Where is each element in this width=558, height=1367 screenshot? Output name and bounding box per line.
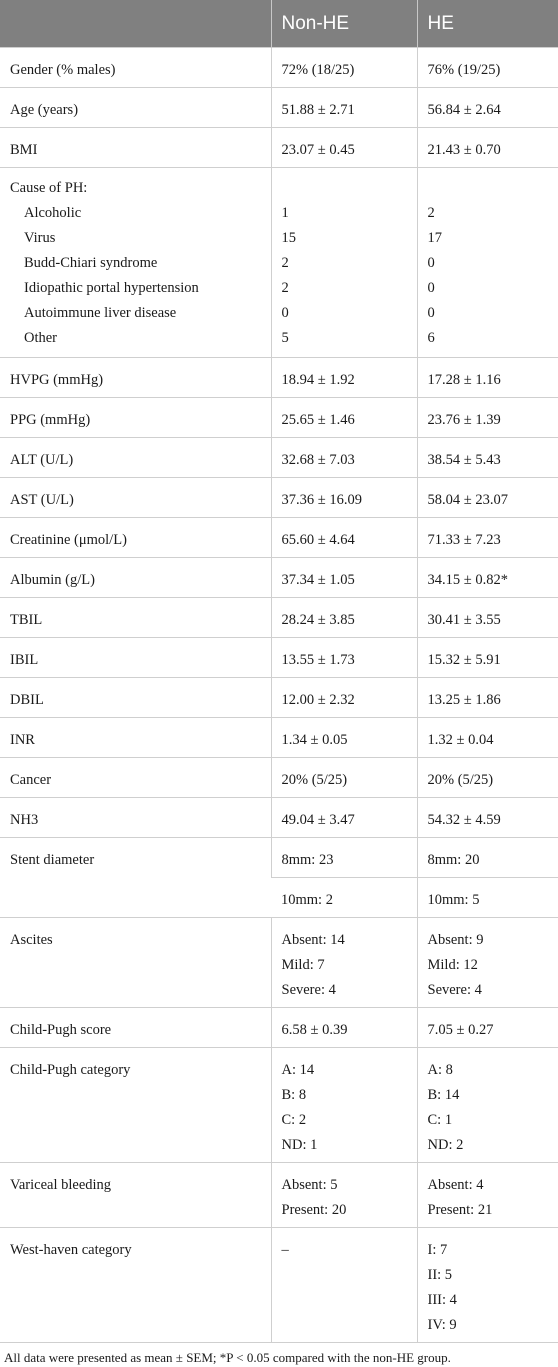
non-he-value: 72% (18/25) xyxy=(271,48,417,88)
cause-item-label: Budd-Chiari syndrome xyxy=(24,255,158,271)
ascites-row xyxy=(0,918,558,1008)
he-value: 8mm: 20 xyxy=(417,838,558,878)
he-value: Absent: 9 xyxy=(427,932,484,948)
non-he-value: Absent: 14 xyxy=(281,932,345,948)
non-he-value: A: 14 xyxy=(281,1062,315,1078)
he-value: 34.15 ± 0.82* xyxy=(417,558,558,598)
he-value: A: 8 xyxy=(427,1062,453,1078)
non-he-value: Present: 20 xyxy=(281,1202,347,1218)
row-label: Cancer xyxy=(0,758,271,798)
he-value: 58.04 ± 23.07 xyxy=(417,478,558,518)
he-value: 6 xyxy=(427,330,435,346)
row-label: Stent diameter xyxy=(0,838,271,918)
non-he-value: C: 2 xyxy=(281,1112,307,1128)
cause-labels xyxy=(0,168,271,358)
he-value: 30.41 ± 3.55 xyxy=(417,598,558,638)
non-he-value: 51.88 ± 2.71 xyxy=(271,88,417,128)
non-he-value: 2 xyxy=(281,280,289,296)
row-label: Creatinine (μmol/L) xyxy=(0,518,271,558)
row-label: Albumin (g/L) xyxy=(0,558,271,598)
he-value: 23.76 ± 1.39 xyxy=(417,398,558,438)
he-value: Absent: 4 xyxy=(427,1177,484,1193)
row-label: Age (years) xyxy=(0,88,271,128)
he-value: III: 4 xyxy=(427,1292,457,1308)
west-haven-row xyxy=(0,1228,558,1343)
he-value: 0 xyxy=(427,305,435,321)
non-he-value: 1.34 ± 0.05 xyxy=(271,718,417,758)
row-label: AST (U/L) xyxy=(0,478,271,518)
non-he-value: 25.65 ± 1.46 xyxy=(271,398,417,438)
non-he-value: 18.94 ± 1.92 xyxy=(271,358,417,398)
he-value: I: 7 xyxy=(427,1242,448,1258)
non-he-value: 10mm: 2 xyxy=(271,878,417,918)
non-he-value: 20% (5/25) xyxy=(271,758,417,798)
non-he-value: – xyxy=(271,1228,417,1343)
he-values xyxy=(417,1163,558,1228)
non-he-value: 12.00 ± 2.32 xyxy=(271,678,417,718)
table-row xyxy=(0,598,558,638)
non-he-value: 1 xyxy=(281,205,289,221)
row-label: Gender (% males) xyxy=(0,48,271,88)
he-value: C: 1 xyxy=(427,1112,453,1128)
non-he-value: 37.34 ± 1.05 xyxy=(271,558,417,598)
he-value: 17 xyxy=(427,230,442,246)
cause-of-ph-row xyxy=(0,168,558,358)
cause-item-label: Other xyxy=(24,330,58,346)
row-label: IBIL xyxy=(0,638,271,678)
he-values xyxy=(417,1048,558,1163)
cause-title: Cause of PH: xyxy=(10,180,88,196)
table-row xyxy=(0,758,558,798)
non-he-value: 15 xyxy=(281,230,296,246)
table-row xyxy=(0,478,558,518)
he-value: 10mm: 5 xyxy=(417,878,558,918)
he-value: ND: 2 xyxy=(427,1137,464,1153)
he-value: 20% (5/25) xyxy=(417,758,558,798)
non-he-value: 65.60 ± 4.64 xyxy=(271,518,417,558)
cause-item-label: Autoimmune liver disease xyxy=(24,305,177,321)
he-value: 21.43 ± 0.70 xyxy=(417,128,558,168)
he-value: Mild: 12 xyxy=(427,957,478,973)
cause-he-values xyxy=(417,168,558,358)
non-he-value: 37.36 ± 16.09 xyxy=(271,478,417,518)
non-he-value: 13.55 ± 1.73 xyxy=(271,638,417,678)
non-he-value: 6.58 ± 0.39 xyxy=(271,1008,417,1048)
row-label: BMI xyxy=(0,128,271,168)
header-row xyxy=(0,0,558,48)
non-he-value: Absent: 5 xyxy=(281,1177,338,1193)
he-value: 0 xyxy=(427,280,435,296)
row-label: HVPG (mmHg) xyxy=(0,358,271,398)
he-value: IV: 9 xyxy=(427,1317,457,1333)
non-he-value: 2 xyxy=(281,255,289,271)
row-label: INR xyxy=(0,718,271,758)
non-he-values xyxy=(271,1163,417,1228)
child-pugh-category-row xyxy=(0,1048,558,1163)
row-label: NH3 xyxy=(0,798,271,838)
non-he-value: Mild: 7 xyxy=(281,957,325,973)
he-value: 1.32 ± 0.04 xyxy=(417,718,558,758)
he-value: 7.05 ± 0.27 xyxy=(417,1008,558,1048)
he-value: 54.32 ± 4.59 xyxy=(417,798,558,838)
he-value: B: 14 xyxy=(427,1087,460,1103)
table-row xyxy=(0,358,558,398)
row-label: ALT (U/L) xyxy=(0,438,271,478)
row-label: West-haven category xyxy=(0,1228,271,1343)
row-label: Variceal bleeding xyxy=(0,1163,271,1228)
table-row xyxy=(0,128,558,168)
row-label: Ascites xyxy=(0,918,271,1008)
variceal-bleeding-row xyxy=(0,1163,558,1228)
table-row xyxy=(0,398,558,438)
table-row xyxy=(0,678,558,718)
he-value: 15.32 ± 5.91 xyxy=(417,638,558,678)
row-label: TBIL xyxy=(0,598,271,638)
he-value: 17.28 ± 1.16 xyxy=(417,358,558,398)
he-value: 38.54 ± 5.43 xyxy=(417,438,558,478)
row-label: Child-Pugh score xyxy=(0,1008,271,1048)
header-non-he: Non-HE xyxy=(271,0,417,48)
cause-item-label: Alcoholic xyxy=(24,205,82,221)
table-row xyxy=(0,88,558,128)
he-value: Present: 21 xyxy=(427,1202,493,1218)
table-row xyxy=(0,718,558,758)
non-he-value: Severe: 4 xyxy=(281,982,336,998)
non-he-value: B: 8 xyxy=(281,1087,307,1103)
he-value: 2 xyxy=(427,205,435,221)
row-label: Child-Pugh category xyxy=(0,1048,271,1163)
non-he-values xyxy=(271,918,417,1008)
he-values xyxy=(417,1228,558,1343)
non-he-values xyxy=(271,1048,417,1163)
cause-item-label: Idiopathic portal hypertension xyxy=(24,280,199,296)
he-value: 13.25 ± 1.86 xyxy=(417,678,558,718)
table-row xyxy=(0,518,558,558)
table-row xyxy=(0,48,558,88)
header-he: HE xyxy=(417,0,558,48)
he-value: Severe: 4 xyxy=(427,982,482,998)
he-value: 0 xyxy=(427,255,435,271)
table-footnote: All data were presented as mean ± SEM; *P < 0.05 compared with the non-HE group. xyxy=(0,1342,558,1367)
row-label: DBIL xyxy=(0,678,271,718)
header-empty xyxy=(0,0,271,48)
non-he-value: 0 xyxy=(281,305,289,321)
table-row xyxy=(0,1008,558,1048)
non-he-value: 32.68 ± 7.03 xyxy=(271,438,417,478)
he-value: II: 5 xyxy=(427,1267,453,1283)
table-row xyxy=(0,638,558,678)
stent-row xyxy=(0,838,558,878)
he-values xyxy=(417,918,558,1008)
non-he-value: 49.04 ± 3.47 xyxy=(271,798,417,838)
row-label: PPG (mmHg) xyxy=(0,398,271,438)
non-he-value: 28.24 ± 3.85 xyxy=(271,598,417,638)
he-value: 76% (19/25) xyxy=(417,48,558,88)
non-he-value: 8mm: 23 xyxy=(271,838,417,878)
he-value: 71.33 ± 7.23 xyxy=(417,518,558,558)
non-he-value: ND: 1 xyxy=(281,1137,318,1153)
cause-non-he-values xyxy=(271,168,417,358)
cause-item-label: Virus xyxy=(24,230,56,246)
table-row xyxy=(0,798,558,838)
table-row xyxy=(0,438,558,478)
he-value: 56.84 ± 2.64 xyxy=(417,88,558,128)
non-he-value: 5 xyxy=(281,330,289,346)
table-row xyxy=(0,558,558,598)
non-he-value: 23.07 ± 0.45 xyxy=(271,128,417,168)
